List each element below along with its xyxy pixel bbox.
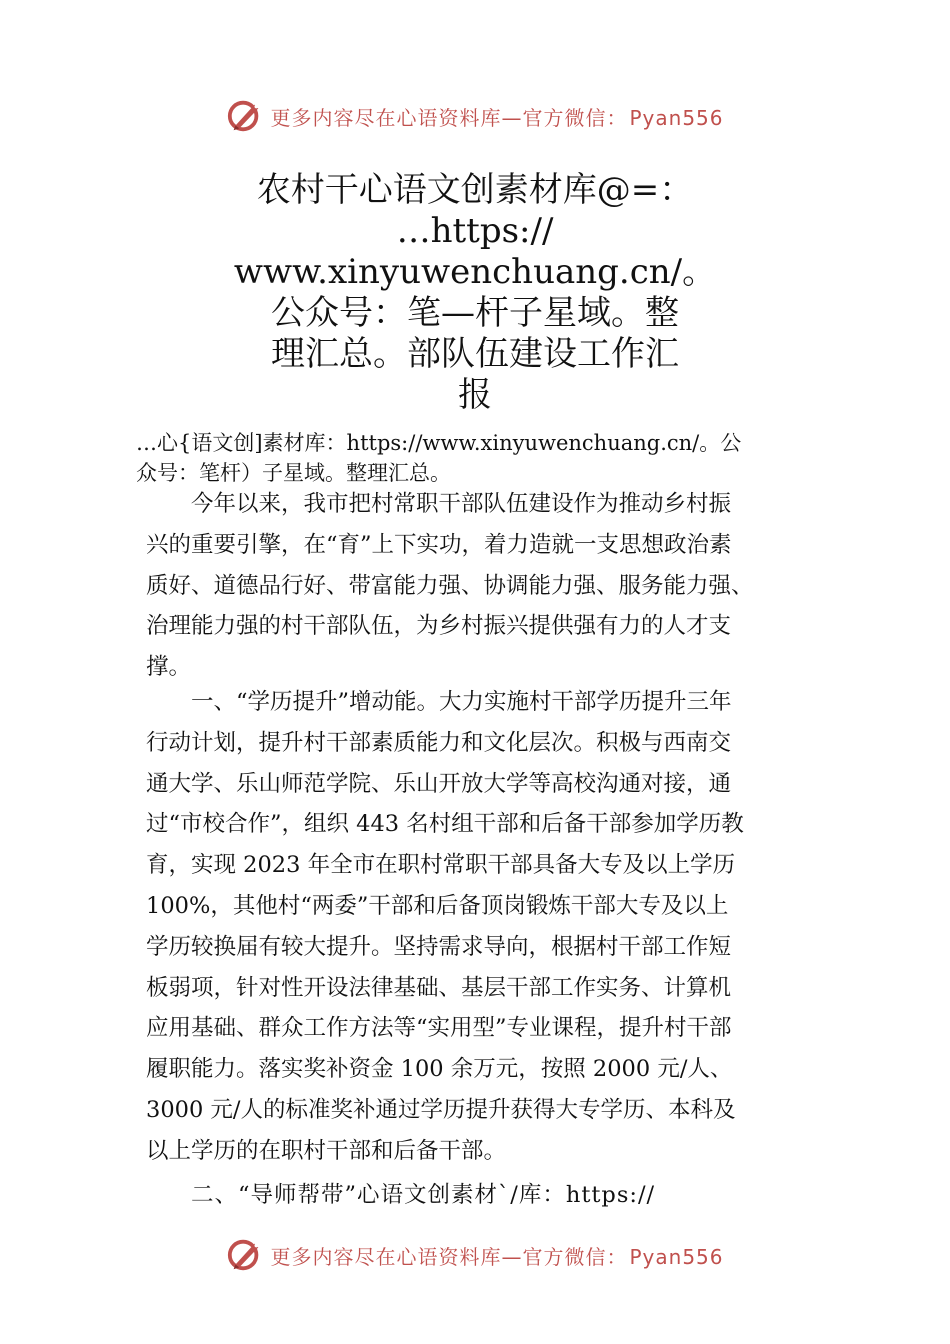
- paragraph-line: 今年以来，我市把村常职干部队伍建设作为推动乡村振: [191, 491, 732, 517]
- paragraph-line: 治理能力强的村干部队伍，为乡村振兴提供强有力的人才支: [146, 613, 732, 640]
- banner-wechat-id: Pyan556: [629, 105, 724, 130]
- paragraph-line: 行动计划，提升村干部素质能力和文化层次。积极与西南交: [146, 729, 732, 756]
- paragraph-section-one: [146, 682, 810, 1172]
- paragraph-line: 一、“学历提升”增动能。大力实施村干部学历提升三年: [191, 689, 732, 715]
- paragraph-line: 以上学历的在职村干部和后备干部。: [146, 1137, 507, 1164]
- paragraph-line: 100%，其他村“两委”干部和后备顶岗锻炼干部大专及以上: [146, 892, 729, 919]
- paragraph-line: 通大学、乐山师范学院、乐山开放大学等高校沟通对接，通: [146, 770, 732, 797]
- source-note: [136, 428, 836, 488]
- paragraph-line: 兴的重要引擎，在“育”上下实功，着力造就一支思想政治素: [146, 531, 732, 558]
- title-line: 理汇总。部队伍建设工作汇: [271, 334, 679, 374]
- pen-logo-icon: [226, 97, 264, 135]
- paragraph-intro: [146, 484, 810, 688]
- title-line: 农村干心语文创素材库@=：: [256, 170, 694, 210]
- title-line: …https://: [396, 211, 554, 251]
- banner-wechat-id: Pyan556: [629, 1244, 724, 1269]
- paragraph-line: 应用基础、群众工作方法等“实用型”专业课程，提升村干部: [146, 1015, 732, 1042]
- paragraph-line: 板弱项，针对性开设法律基础、基层干部工作实务、计算机: [146, 974, 732, 1001]
- pen-logo-icon: [226, 1236, 264, 1274]
- title-line: 报: [458, 375, 492, 415]
- banner-label: 更多内容尽在心语资料库—官方微信：: [270, 105, 628, 130]
- header-banner: [0, 94, 950, 138]
- banner-text: [270, 102, 723, 131]
- title-line: www.xinyuwenchuang.cn/。: [233, 252, 717, 292]
- source-note-line: 众号：笔杆）子星域。整理汇总。: [136, 461, 451, 485]
- paragraph-line: 学历较换届有较大提升。坚持需求导向，根据村干部工作短: [146, 933, 732, 960]
- paragraph-line: 撑。: [146, 654, 192, 681]
- paragraph-line: 育，实现 2023 年全市在职村常职干部具备大专及以上学历: [146, 852, 736, 879]
- paragraph-line: 履职能力。落实奖补资金 100 余万元，按照 2000 元/人、: [146, 1056, 733, 1083]
- section-two-heading-line: [146, 1175, 830, 1215]
- document-title: [0, 170, 950, 416]
- paragraph-line: 质好、道德品行好、带富能力强、协调能力强、服务能力强、: [146, 572, 754, 599]
- paragraph-line: 二、“导师帮带”心语文创素材`/库：https://: [191, 1182, 656, 1208]
- footer-banner: [0, 1233, 950, 1277]
- paragraph-line: 过“市校合作”，组织 443 名村组干部和后备干部参加学历教: [146, 811, 744, 838]
- title-line: 公众号：笔—杆子星域。整: [271, 293, 679, 333]
- banner-text: [270, 1241, 723, 1270]
- paragraph-line: 3000 元/人的标准奖补通过学历提升获得大专学历、本科及: [146, 1096, 736, 1123]
- source-note-line: …心{语文创]素材库：https://www.xinyuwenchuang.cn/。公: [136, 431, 742, 455]
- banner-label: 更多内容尽在心语资料库—官方微信：: [270, 1244, 628, 1269]
